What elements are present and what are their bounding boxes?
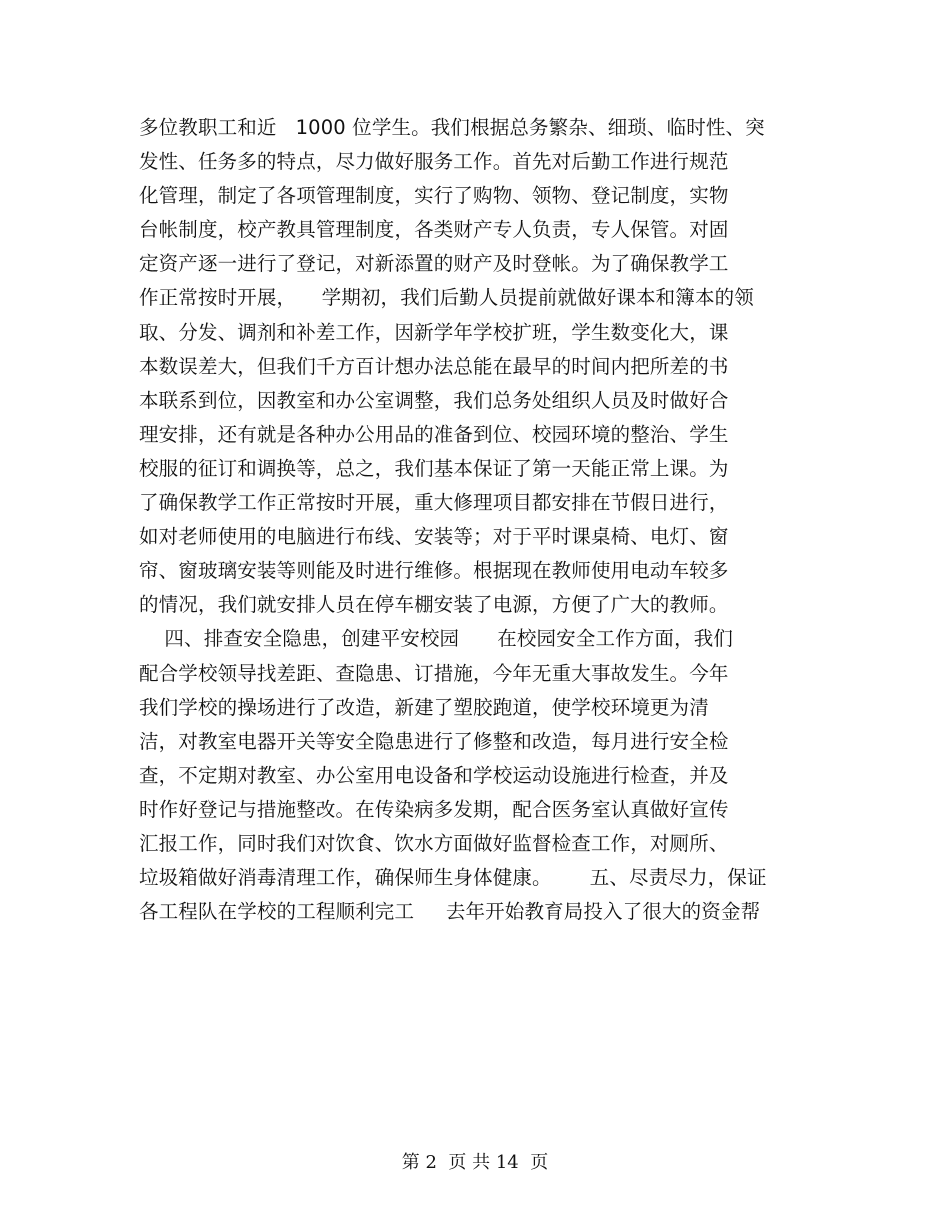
text-line: 查，不定期对教室、办公室用电设备和学校运动设施进行检查，并及 [139,763,729,787]
text-line: 理安排，还有就是各种办公用品的准备到位、校园环境的整治、学生 [139,422,729,446]
text-line: 了确保教学工作正常按时开展，重大修理项目都安排在节假日进行， [139,491,729,515]
text-line: 化管理，制定了各项管理制度，实行了购物、领物、登记制度，实物 [139,184,729,208]
text-line: 的情况，我们就安排人员在停车棚安装了电源，方便了广大的教师。 [139,593,729,617]
text-line: 我们学校的操场进行了改造，新建了塑胶跑道，使学校环境更为清 [139,695,709,719]
text-line: 本联系到位，因教室和办公室调整，我们总务处组织人员及时做好合 [139,388,729,412]
text-line: 垃圾箱做好消毒清理工作，确保师生身体健康。 五、尽责尽力，保证 [139,866,767,890]
page-number-footer: 第 2 页 共 14 页 [401,1152,549,1173]
body-text [139,113,819,931]
text-line: 多位教职工和近 1000 位学生。我们根据总务繁杂、细琐、临时性、突 [139,116,765,139]
text-line: 校服的征订和调换等，总之，我们基本保证了第一天能正常上课。为 [139,456,729,480]
text-line: 取、分发、调剂和补差工作，因新学年学校扩班，学生数变化大，课 [139,320,729,344]
text-line: 定资产逐一进行了登记，对新添置的财产及时登帐。为了确保教学工 [139,252,729,276]
section-heading-line: 四、排查安全隐患，创建平安校园 在校园安全工作方面，我们 [139,627,734,651]
text-line: 本数误差大，但我们千方百计想办法总能在最早的时间内把所差的书 [139,354,729,378]
text-line: 各工程队在学校的工程顺利完工 去年开始教育局投入了很大的资金帮 [139,900,761,924]
text-line: 洁，对教室电器开关等安全隐患进行了修整和改造，每月进行安全检 [139,729,729,753]
text-line: 帘、窗玻璃安装等则能及时进行维修。根据现在教师使用电动车较多 [139,559,729,583]
text-line: 作正常按时开展， 学期初，我们后勤人员提前就做好课本和簿本的领 [139,286,754,310]
text-line: 发性、任务多的特点，尽力做好服务工作。首先对后勤工作进行规范 [139,150,729,174]
text-line: 如对老师使用的电脑进行布线、安装等；对于平时课桌椅、电灯、窗 [139,525,729,549]
text-line: 时作好登记与措施整改。在传染病多发期，配合医务室认真做好宣传 [139,797,729,821]
text-line: 汇报工作，同时我们对饮食、饮水方面做好监督检查工作，对厕所、 [139,831,729,855]
text-line: 台帐制度，校产教具管理制度，各类财产专人负责，专人保管。对固 [139,218,729,242]
text-line: 配合学校领导找差距、查隐患、订措施，今年无重大事故发生。今年 [139,661,729,685]
